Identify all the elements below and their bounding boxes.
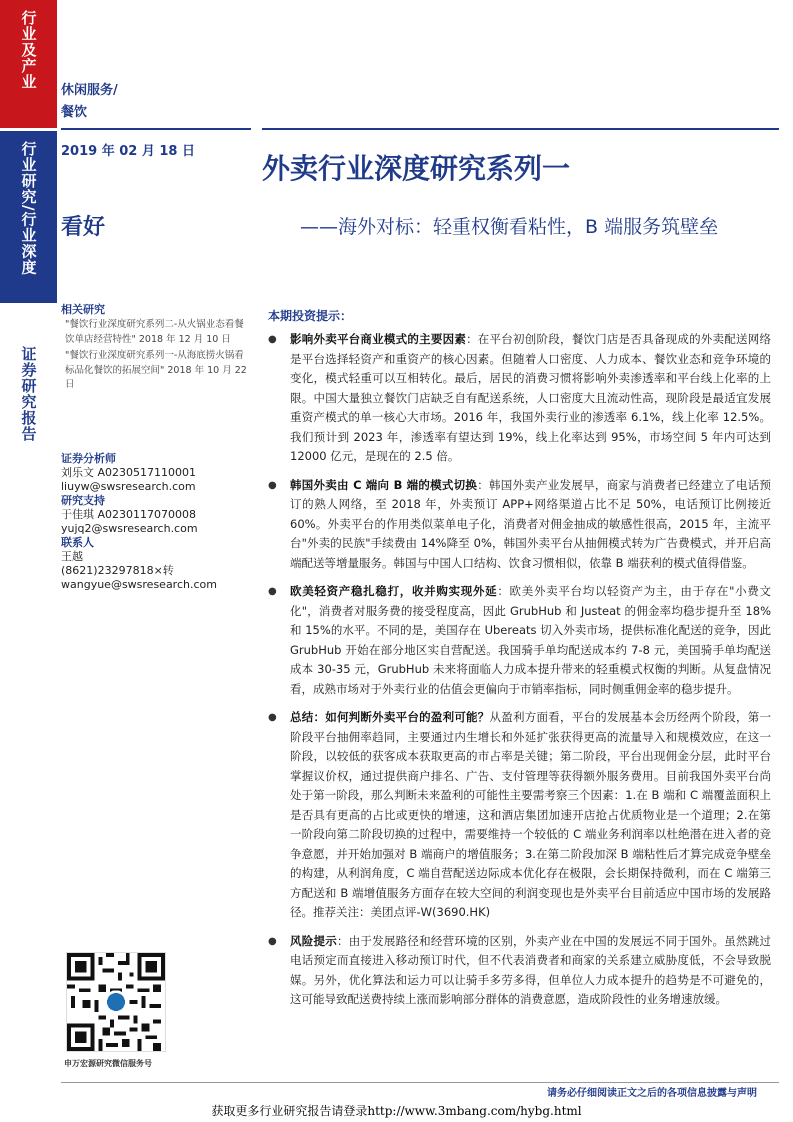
list-item bbox=[268, 476, 771, 574]
related-research-list bbox=[65, 318, 251, 395]
bullet-lead: 总结：如何判断外卖平台的盈利可能？ bbox=[290, 710, 490, 724]
list-item bbox=[268, 582, 771, 699]
category-line-2: 餐饮 bbox=[61, 105, 88, 120]
bullet-icon: ● bbox=[268, 586, 277, 597]
bullet-text: ：欧美外卖平台均以轻资产为主，由于存在"小费文化"，消费者对服务费的接受程度高，因此 GrubHub 和 Justeat 的佣金率均稳步提升至 18%和 15%的水平。不同的是，美国存在 Ubereats 切入外卖市场，提供标准化配送的竞争，因此 GrubHub 开始在部分地区实自营配送。我国骑手单均配送成本约 7-8 元，美国骑手单均配送成本 30-35 元，GrubHub 未来将面临人力成本提升带来的轻重模式权衡的判断。从复盘情况看，成熟市场对于外卖行业的估值会更偏向于市销率指标，同时侧重佣金率的稳步提升。 bbox=[290, 584, 771, 696]
investment-tips-list bbox=[268, 330, 771, 1019]
analyst-head: 证券分析师 bbox=[61, 452, 116, 465]
contact-head: 联系人 bbox=[61, 536, 94, 549]
support-name-id: 于佳琪 A0230117070008 bbox=[61, 508, 197, 521]
bullet-icon: ● bbox=[268, 935, 277, 947]
bullet-lead: 韩国外卖由 C 端向 B 端的模式切换 bbox=[290, 477, 478, 492]
list-item bbox=[268, 330, 771, 467]
qr-code-icon bbox=[66, 952, 166, 1052]
support-head: 研究支持 bbox=[61, 494, 105, 507]
bullet-lead: 欧美轻资产稳扎稳打，收并购实现外延 bbox=[290, 584, 498, 598]
report-title: 外卖行业深度研究系列一 bbox=[262, 152, 571, 185]
disclaimer-link[interactable]: 请务必仔细阅读正文之后的各项信息披露与声明 bbox=[547, 1088, 757, 1099]
related-item[interactable]: "餐饮行业深度研究系列二-从火锅业态看餐饮单店经营特性" 2018 年 12 月 10 日 bbox=[65, 319, 244, 345]
rating: 看好 bbox=[61, 215, 106, 240]
sidebar-block-report bbox=[0, 306, 57, 1122]
report-subtitle: ——海外对标：轻重权衡看粘性，B 端服务筑壁垒 bbox=[300, 216, 719, 238]
category-line-1: 休闲服务/ bbox=[61, 83, 118, 98]
bullet-text: ：韩国外卖产业发展早，商家与消费者已经建立了电话预订的熟人网络，至 2018 年，外卖预订 APP+网络渠道占比不足 50%，电话预订比例接近 60%。外卖平台的作用类似菜单电子化，消费者对佣金抽成的敏感性很高，2015 年，主流平台"外卖的民族"手续费由 14%降至 0%，韩国外卖平台从抽佣模式转为广告费模式，并开启高端配送等增量服务。韩国与中国人口结构、饮食习惯相似，依靠 B 端获利的模式值得借鉴。 bbox=[290, 477, 772, 570]
title-rule bbox=[262, 128, 779, 130]
sidebar bbox=[0, 0, 57, 1122]
footer-rule bbox=[61, 1082, 779, 1083]
related-item[interactable]: "餐饮行业深度研究系列一-从海底捞火锅看标品化餐饮的拓展空间" 2018 年 10 月 22 日 bbox=[65, 350, 247, 390]
support-email[interactable]: yujq2@swsresearch.com bbox=[61, 522, 198, 535]
investment-tips-heading: 本期投资提示： bbox=[268, 309, 353, 323]
contact-name: 王越 bbox=[61, 550, 83, 563]
report-date: 2019 年 02 月 18 日 bbox=[61, 144, 195, 159]
bullet-text: ：在平台初创阶段，餐饮门店是否具备现成的外卖配送网络是平台选择轻资产和重资产的核心因素。但随着人口密度、人力成本、餐饮业态和竞争环境的变化，模式轻重可以互相转化。最后，居民的消费习惯将影响外卖渗透率和平台线上化率的上限。中国大量独立餐饮门店缺乏自有配送系统，人口密度大且流动性高，现阶段是最适宜发展重资产模式的单一核心大市场。2016 年，我国外卖行业的渗透率 6.1%，线上化率 12.5%。我们预计到 2023 年，渗透率有望达到 19%，线上化率达到 95%，市场空间 5 年内可达到 12000 亿元，是现在的 2.5 倍。 bbox=[290, 332, 771, 463]
related-research-title: 相关研究 bbox=[61, 303, 105, 316]
sidebar-label-report: 证券研究报告 bbox=[19, 346, 38, 442]
contact-email[interactable]: wangyue@swsresearch.com bbox=[61, 578, 217, 591]
contacts bbox=[61, 452, 251, 592]
bullet-lead: 风险提示 bbox=[290, 933, 337, 948]
analyst-email[interactable]: liuyw@swsresearch.com bbox=[61, 480, 196, 493]
qr-caption: 申万宏源研究微信服务号 bbox=[64, 1059, 152, 1068]
bullet-icon: ● bbox=[268, 479, 277, 491]
bullet-lead: 影响外卖平台商业模式的主要因素 bbox=[290, 332, 467, 346]
bullet-icon: ● bbox=[268, 712, 277, 723]
sidebar-block-industry bbox=[0, 0, 57, 128]
industry-category bbox=[61, 80, 118, 124]
list-item bbox=[268, 932, 771, 1010]
bullet-text: 从盈利方面看，平台的发展基本会历经两个阶段，第一阶段平台抽佣率趋同，主要通过内生增长和外延扩张获得更高的流量导入和规模效应，在这一阶段，以较低的获客成本获取更高的市占率是关键；第二阶段，平台出现佣金分层，此时平台掌握议价权，通过提供商户排名、广告、支付管理等获得额外服务费用。目前我国外卖平台尚处于第一阶段，那么判断未来盈利的可能性主要需考察三个因素：1.在 B 端和 C 端覆盖面积上是否具有更高的占比或更快的增速，这和酒店集团加速开店抢占优质物业是一个道理；2.在第一阶段向第二阶段切换的过程中，需要维持一个较低的 C 端业务利润率以杜绝潜在进入者的竞争意愿，并开始加强对 B 端商户的增值服务；3.在第二阶段加深 B 端粘性后才算完成竞争壁垒的构建，从利润角度，C 端自营配送边际成本优化存在极限，会长期保持微利，而在 C 端第三方配送和 B 端增值服务方面存在较大空间的利润变现也是外卖平台目前适应中国市场的发展路径。推荐关注：美团点评-W(3690.HK) bbox=[290, 710, 772, 919]
sidebar-label-industry: 行业及产业 bbox=[19, 10, 38, 90]
list-item bbox=[268, 708, 771, 923]
footer-url[interactable]: 获取更多行业研究报告请登录http://www.3mbang.com/hybg.html bbox=[211, 1104, 582, 1118]
left-divider bbox=[61, 128, 251, 130]
analyst-name-id: 刘乐文 A0230517110001 bbox=[61, 466, 197, 479]
bullet-text: ：由于发展路径和经营环境的区别，外卖产业在中国的发展远不同于国外。虽然跳过电话预定而直接进入移动预订时代，但不代表消费者和商家的关系建立威胁度低，不会导致脱媒。另外，优化算法和运力可以让骑手多劳多得，但单位人力成本提升的趋势是不可避免的，这可能导致配送费持续上涨而影响部分群体的消费意愿，造成阶段性的业务增速放缓。 bbox=[290, 933, 771, 1006]
sidebar-label-research-type: 行业研究/行业深度 bbox=[19, 141, 38, 276]
sidebar-block-research-type bbox=[0, 131, 57, 303]
contact-phone: (8621)23297818×转 bbox=[61, 564, 174, 577]
bullet-icon: ● bbox=[268, 334, 277, 345]
